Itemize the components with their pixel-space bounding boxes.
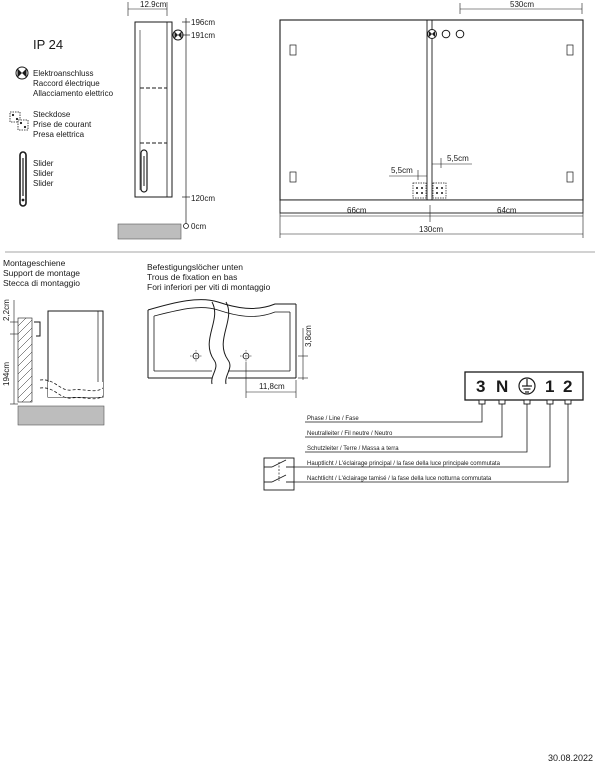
legend-power-connection-it: Allacciamento elettrico [33, 89, 114, 98]
side-connection-icon [173, 30, 183, 40]
power-connection-icon [16, 67, 28, 79]
terminal-wiring [264, 372, 583, 490]
front-connection-icon [428, 30, 437, 39]
mounting-rail-height: 2,2cm [2, 299, 11, 321]
front-socket-spacing-right: 5,5cm [447, 154, 469, 163]
front-socket-left-icon [413, 183, 426, 198]
legend-socket-it: Presa elettrica [33, 130, 85, 139]
mounting-rail-title-fr: Support de montage [3, 268, 81, 278]
wall-hatch [18, 318, 32, 402]
legend-socket-de: Steckdose [33, 110, 71, 119]
side-view [118, 0, 215, 239]
wire-phase: Phase / Line / Fase [307, 416, 359, 422]
footer-date: 30.08.2022 [548, 753, 594, 763]
side-bottom-label: 120cm [191, 194, 216, 203]
legend-slider-it: Slider [33, 179, 54, 188]
fixing-hole-offset: 11,8cm [259, 382, 285, 391]
front-socket-spacing-left: 5,5cm [391, 166, 413, 175]
earth-icon [519, 378, 535, 394]
terminal-label-phase: 3 [476, 377, 486, 396]
front-socket-right-icon [433, 183, 446, 198]
terminal-label-main: 1 [545, 377, 555, 396]
mounting-rail-title-it: Stecca di montaggio [3, 278, 81, 288]
legend-power-connection-fr: Raccord électrique [33, 79, 100, 88]
mounting-height: 194cm [2, 361, 11, 386]
switch-icon [264, 458, 294, 490]
terminal-label-neutral: N [496, 377, 509, 396]
fixing-holes-title-de: Befestigungslöcher unten [147, 262, 243, 272]
front-left-width: 66cm [347, 206, 367, 215]
front-view [280, 0, 583, 238]
fixing-hole-right [240, 350, 252, 362]
floor-block-rail [18, 406, 104, 425]
front-hole-b [456, 30, 464, 38]
fixing-hole-height: 3,8cm [304, 325, 313, 347]
mounting-rail-section [2, 258, 104, 425]
floor-block [118, 224, 181, 239]
legend-socket-fr: Prise de courant [33, 120, 92, 129]
mounting-rail-title-de: Montageschiene [3, 258, 66, 268]
legend-power-connection-de: Elektroanschluss [33, 69, 94, 78]
wire-neutral: Neutralleiter / Fil neutre / Neutro [307, 431, 393, 437]
fixing-hole-left [190, 350, 202, 362]
legend-slider-fr: Slider [33, 169, 54, 178]
wire-night-light: Nachtlicht / L'éclairage tamisé / la fase della luce notturna commutata [307, 476, 492, 482]
side-connection-label: 191cm [191, 31, 216, 40]
side-top-label: 196cm [191, 18, 216, 27]
legend-slider-de: Slider [33, 159, 54, 168]
ip-rating: IP 24 [33, 37, 64, 52]
side-floor-label: 0cm [191, 222, 207, 231]
front-right-width: 64cm [497, 206, 517, 215]
socket-icon [10, 112, 28, 130]
fixing-holes-title-fr: Trous de fixation en bas [147, 272, 238, 282]
slider-icon [20, 152, 26, 206]
wire-main-light: Hauptlicht / L'éclairage principal / la fase della luce principale commutata [307, 461, 500, 467]
fixing-holes-title-it: Fori inferiori per viti di montaggio [147, 282, 271, 292]
front-offset-label: 530cm [510, 0, 535, 9]
side-depth-label: 12.9cm [140, 0, 167, 9]
front-hole-a [442, 30, 450, 38]
fixing-holes-section [147, 262, 313, 398]
terminal-label-night: 2 [563, 377, 573, 396]
legend [10, 67, 114, 206]
front-total-width: 130cm [419, 225, 444, 234]
wire-earth: Schutzleiter / Terre / Massa a terra [307, 446, 399, 452]
